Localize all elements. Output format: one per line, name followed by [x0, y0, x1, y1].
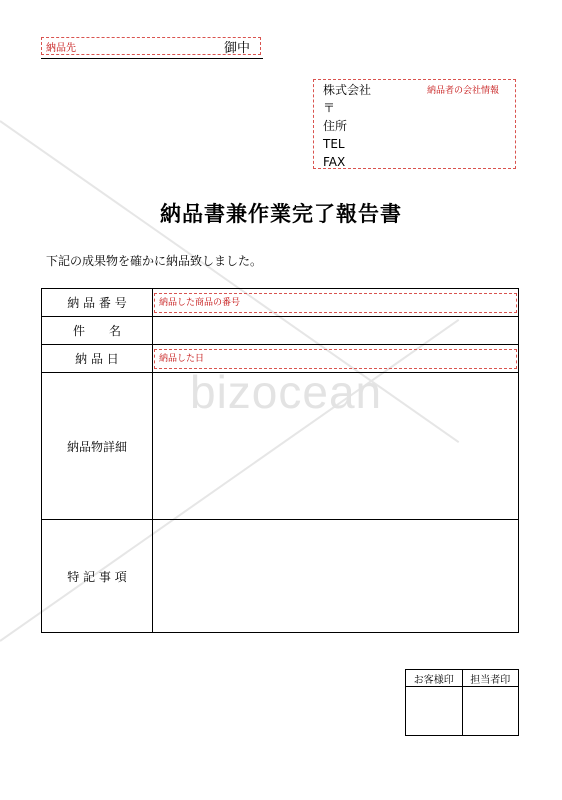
company-info-hint: 納品者の会社情報 — [427, 86, 500, 96]
recipient-label: 納品先 — [46, 43, 76, 54]
value-delivery-date-cell[interactable] — [153, 345, 519, 373]
document-title: 納品書兼作業完了報告書 — [160, 202, 402, 226]
label-delivery-number: 納 品 番 号 — [42, 289, 153, 317]
label-remarks: 特 記 事 項 — [42, 520, 153, 633]
company-address: 住所 — [323, 119, 348, 133]
value-delivery-details[interactable] — [153, 373, 519, 520]
seal-header-row — [406, 670, 519, 687]
company-tel: TEL — [323, 137, 345, 151]
value-delivery-number-cell[interactable] — [153, 289, 519, 317]
seal-staff-box[interactable] — [462, 687, 519, 736]
watermark-text: bizocean — [190, 366, 383, 418]
value-delivery-number[interactable]: 納品した商品の番号 — [154, 293, 517, 313]
company-fax: FAX — [323, 155, 346, 169]
recipient-honorific: 御中 — [224, 41, 251, 56]
seal-customer-label: お客様印 — [406, 670, 463, 687]
seal-body-row — [406, 687, 519, 736]
label-delivery-details: 納品物詳細 — [42, 373, 153, 520]
table-row — [42, 373, 519, 520]
seal-table — [405, 669, 519, 736]
label-delivery-date: 納 品 日 — [42, 345, 153, 373]
table-row — [42, 289, 519, 317]
seal-staff-label: 担当者印 — [462, 670, 519, 687]
table-row — [42, 317, 519, 345]
value-subject[interactable] — [153, 317, 519, 345]
table-row — [42, 520, 519, 633]
delivery-table — [41, 288, 519, 633]
intro-text: 下記の成果物を確かに納品致しました。 — [46, 254, 263, 268]
value-delivery-date[interactable]: 納品した日 — [154, 349, 517, 369]
label-subject: 件 名 — [42, 317, 153, 345]
value-remarks[interactable] — [153, 520, 519, 633]
table-row — [42, 345, 519, 373]
company-postal: 〒 — [323, 101, 336, 115]
recipient-underline — [41, 58, 263, 59]
seal-customer-box[interactable] — [406, 687, 463, 736]
company-name: 株式会社 — [323, 83, 372, 97]
